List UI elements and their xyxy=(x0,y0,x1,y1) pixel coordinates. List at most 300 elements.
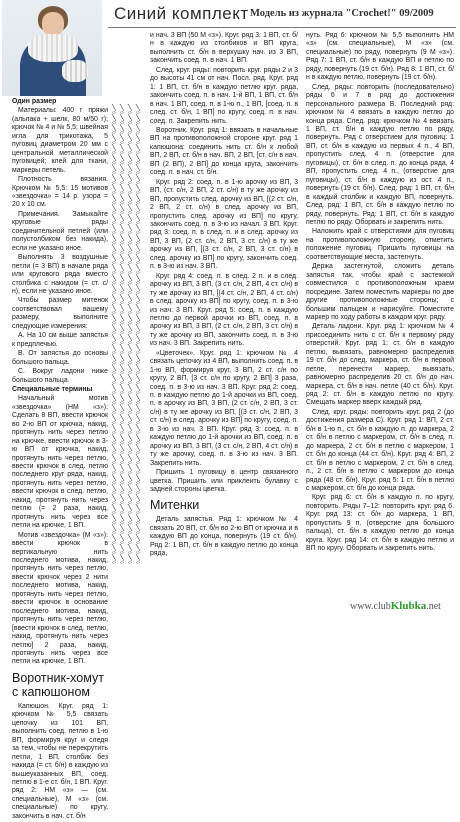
chart-chain xyxy=(136,272,139,274)
chart-stitch xyxy=(128,284,132,291)
chart-chain xyxy=(136,212,139,214)
chart-chain xyxy=(136,392,139,394)
chart-chain xyxy=(136,362,139,364)
chart-chain xyxy=(128,192,131,194)
chart-stitch xyxy=(112,214,116,221)
col3-para-6: След. круг. ряды: повторить круг. ряд 2 (до достижения размера С). Круг. ряд 1: ВП, 2 ст. б/н в 1-ю п., ст. б/н в каждую п. до маркера, 2 ст. б/н в петлю с маркером, ст. б/н в след. п. до маркера, 2 ст. б/н в петлю с маркером, 1 ст. б/н до конца (44 ст. б/н). Круг. ряд 4: ВП, 2 ст. б/н в петлю с маркером, 2 ст. б/н в след. п., 2 ст. б/н в петлю с маркером до конца ряда (48 ст. б/н). Круг. ряд 5: 1 ст. б/н в петлю с маркером, ст. б/н до конца ряда. xyxy=(306,408,454,493)
chart-chain xyxy=(128,452,131,454)
chart-stitch xyxy=(120,114,124,121)
chart-chain xyxy=(136,312,139,314)
chart-stitch xyxy=(136,224,140,231)
chart-stitch xyxy=(136,384,140,391)
chart-chain xyxy=(136,182,139,184)
chart-stitch xyxy=(136,294,140,301)
chart-stitch xyxy=(128,184,132,191)
chart-stitch xyxy=(120,534,124,541)
chart-stitch xyxy=(120,314,124,321)
chart-stitch xyxy=(128,544,132,551)
chart-chain xyxy=(136,342,139,344)
chart-chain xyxy=(128,402,131,404)
chart-chain xyxy=(136,472,139,474)
chart-stitch xyxy=(120,524,124,531)
chart-stitch xyxy=(136,364,140,371)
chart-chain xyxy=(112,452,115,454)
chart-chain xyxy=(112,132,115,134)
chart-stitch xyxy=(136,114,140,121)
chart-stitch xyxy=(128,234,132,241)
chart-stitch xyxy=(120,414,124,421)
chart-stitch xyxy=(136,344,140,351)
chart-stitch xyxy=(120,224,124,231)
chart-stitch xyxy=(136,254,140,261)
chart-chain xyxy=(120,252,123,254)
chart-stitch xyxy=(112,394,116,401)
chart-chain xyxy=(128,522,131,524)
chart-chain xyxy=(120,502,123,504)
chart-chain xyxy=(120,562,123,564)
chart-stitch xyxy=(128,454,132,461)
chart-chain xyxy=(136,452,139,454)
chart-chain xyxy=(120,322,123,324)
chart-stitch xyxy=(112,554,116,561)
chart-stitch xyxy=(128,114,132,121)
chart-stitch xyxy=(112,284,116,291)
chart-chain xyxy=(120,172,123,174)
chart-stitch xyxy=(128,404,132,411)
chart-stitch xyxy=(120,454,124,461)
chart-chain xyxy=(128,212,131,214)
chart-stitch xyxy=(120,364,124,371)
chart-chain xyxy=(136,412,139,414)
chart-stitch xyxy=(112,254,116,261)
chart-stitch xyxy=(120,204,124,211)
chart-chain xyxy=(128,552,131,554)
chart-stitch xyxy=(128,524,132,531)
chart-stitch xyxy=(112,434,116,441)
chart-stitch xyxy=(128,474,132,481)
col3-para-4: Держа застегнутой, сложить деталь запястья так, чтобы край с застежкой совместился с противоположным краем посредине. Затем поместить маркеры по две другие противоположные стороны; с большим пальцем и нарисуйте. Поместите маркер по ходу работы в каждом круг. ряду. xyxy=(306,263,454,321)
col2-para-2: След. круг. ряды: повторить круг. ряды 2 и 3 до высоты 41 см от нач. Посл. ряд. Круг. ряд 1: 1 ВП, ст. б/н в каждую петлю круг. ряда, закончить соед. п. в нач. 1-й ВП, 1 ВП, ст. б/н в нач. 1 ВП, соед. п. в 1-ю п., 1 ВП, [соед. п. в след. ст. б/н, 1 ВП] по кругу, соед. п. в нач. соед. п. Закрепить нить. xyxy=(150,66,298,125)
column-1 xyxy=(12,98,108,822)
chart-stitch xyxy=(136,434,140,441)
chart-stitch xyxy=(136,554,140,561)
chart-stitch xyxy=(112,524,116,531)
chart-stitch xyxy=(136,504,140,511)
chart-stitch xyxy=(112,174,116,181)
chart-chain xyxy=(136,402,139,404)
chart-stitch xyxy=(112,404,116,411)
chart-chain xyxy=(120,392,123,394)
chart-chain xyxy=(120,312,123,314)
chart-chain xyxy=(136,502,139,504)
chart-chain xyxy=(136,372,139,374)
magazine-source: Модель из журнала "Crochet!" 09/2009 xyxy=(250,8,434,19)
chart-stitch xyxy=(112,384,116,391)
chart-chain xyxy=(112,142,115,144)
chart-stitch xyxy=(120,274,124,281)
chart-stitch xyxy=(120,164,124,171)
chart-stitch xyxy=(136,464,140,471)
chart-stitch xyxy=(128,364,132,371)
chart-stitch xyxy=(120,514,124,521)
chart-chain xyxy=(120,302,123,304)
chart-chain xyxy=(120,222,123,224)
chart-chain xyxy=(128,232,131,234)
chart-stitch xyxy=(128,344,132,351)
chart-chain xyxy=(128,132,131,134)
chart-chain xyxy=(112,492,115,494)
column-3 xyxy=(306,32,454,555)
column-2 xyxy=(150,32,298,560)
chart-chain xyxy=(120,552,123,554)
chart-stitch xyxy=(128,334,132,341)
chart-chain xyxy=(112,182,115,184)
col2-para-3: Воротник. Круг. ряд 1: ввязать в начальные ВП на противоположной стороне круг. ряд 1 капюшона: соединить нить ст. б/н к любой ВП, 2 ВП, ст. б/н в нач. ВП, 2 ВП, [ст. с/н в нач. ВП (2 ВП), 2 ВП] до конца круга, закончить соед. п. в нач. ст. б/н. xyxy=(150,126,298,177)
chart-chain xyxy=(112,272,115,274)
chart-chain xyxy=(128,282,131,284)
stitch-diagram xyxy=(108,100,144,570)
chart-chain xyxy=(128,252,131,254)
col3-para-5: Деталь ладони. Круг. ряд 1: крючком № 4 присоединить нить с ст. б/н к первому ряду отверстий. Круг. ряд 1: ст. б/н в каждую петлю, вывязать, равномерно распределив 19 ст. б/н до след. маркера, ст. б/н в первой петле, перенести маркер, вывязать, равномерно распределив 20 ст. б/н до нач. маркера, ст. б/н в нач. петле (40 ст. б/н). Круг. ряд 2: ст. б/н в каждую петлю по кругу. Смещать маркер вверх каждый ряд. xyxy=(306,323,454,407)
chart-stitch xyxy=(112,364,116,371)
chart-chain xyxy=(128,362,131,364)
size-line: Один размер xyxy=(12,98,57,105)
chart-chain xyxy=(136,222,139,224)
chart-chain xyxy=(128,422,131,424)
chart-chain xyxy=(120,212,123,214)
site-watermark xyxy=(350,600,456,620)
chart-stitch xyxy=(112,244,116,251)
chart-stitch xyxy=(112,134,116,141)
chart-chain xyxy=(120,232,123,234)
chart-stitch xyxy=(136,104,140,111)
chart-stitch xyxy=(112,104,116,111)
col3-para-7: Круг. ряд 6: ст. б/н в каждую п. по кругу, повторить. Ряды 7–12: повторить круг. ряд 6. Круг. ряд 13: ст. б/н до маркера, 1 ВП, пропустить 9 п. (отверстие для большого пальца), ст. б/н в каждую петлю до конца круга. Круг. ряд 14: ст. б/н в каждую петлю и ВП по кругу. Оборвать и закрепить нить. xyxy=(306,494,454,553)
chart-stitch xyxy=(112,424,116,431)
chart-chain xyxy=(128,222,131,224)
chart-chain xyxy=(136,192,139,194)
chart-chain xyxy=(112,462,115,464)
chart-stitch xyxy=(120,194,124,201)
chart-chain xyxy=(128,152,131,154)
chart-chain xyxy=(128,502,131,504)
chart-chain xyxy=(112,472,115,474)
chart-chain xyxy=(112,392,115,394)
col2-para-5: Круг. ряд 4: соед. п. в след. 2 п. и в след. арочку из ВП, 3 ВП, (3 ст. с/н, 2 ВП, 4 ст. с/н) в ту же арочку из ВП, [(4 ст. с/н, 2 ВП, 4 ст. с/н) в след. арочку из ВП] по кругу, соед. п. в 3-ю из нач. 3 ВП. Круг. ряд 5: соед. п. в каждую петлю до первой арочки из ВП, соед. п. в арочку из ВП, 3 ВП, (2 ст. с/н, 2 ВП, 3 ст. с/н) в ту же арочку из ВП, закончить соед. п. в 3-ю из нач. 3 ВП. Закрепить нить. xyxy=(150,272,298,348)
measure-b: В. От запястья до основы большого пальца. xyxy=(12,350,108,366)
chart-stitch xyxy=(120,134,124,141)
chart-chain xyxy=(120,192,123,194)
page-title: Синий комплект xyxy=(114,4,249,23)
chart-chain xyxy=(128,532,131,534)
chart-chain xyxy=(128,512,131,514)
chart-chain xyxy=(120,122,123,124)
chart-chain xyxy=(128,482,131,484)
chart-chain xyxy=(112,362,115,364)
chart-chain xyxy=(120,402,123,404)
star-start-term: Начальный мотив «звездочка» (НМ «з»): Сделать 8 ВП, ввести крючок во 2-ю ВП от крючка, накид, протянуть нить через петлю на крючке, ввести крючок в 3-ю ВП от крючка, накид, протянуть нить через петлю, ввести крючок в след. петлю последнего круг ряда, накид, протянуть нить через петлю, ввести крючок в след. петлю, накид, протянуть нить через петлю (= 2 раза, накид, протянуть нить через все петли на крючке, 1 ВП. xyxy=(12,395,108,530)
chart-chain xyxy=(128,392,131,394)
chart-stitch xyxy=(112,124,116,131)
chart-stitch xyxy=(128,504,132,511)
chart-stitch xyxy=(136,144,140,151)
chart-chain xyxy=(136,162,139,164)
section-mittens-heading: Митенки xyxy=(150,498,200,513)
chart-stitch xyxy=(128,424,132,431)
chart-chain xyxy=(120,332,123,334)
chart-stitch xyxy=(120,374,124,381)
chart-chain xyxy=(136,292,139,294)
chart-stitch xyxy=(128,434,132,441)
chart-chain xyxy=(128,442,131,444)
chart-chain xyxy=(128,302,131,304)
chart-chain xyxy=(136,252,139,254)
chart-stitch xyxy=(112,454,116,461)
chart-stitch xyxy=(120,294,124,301)
col3-para-1: нуть. Ряд 6: крючком № 5,5 выполнить НМ «з» (см. специальные), М «з» (см. специальные) по ряду, повернуть (9 М «з»). Ряд 7: 1 ВП, ст. б/н в каждую ВП и петлю по ряду, повернуть (19 ст. б/н). Ряд 8: 1 ВП, ст. б/н в каждую петлю, повернуть (19 ст. б/н). xyxy=(306,32,454,82)
chart-stitch xyxy=(136,324,140,331)
chart-stitch xyxy=(128,554,132,561)
section-cowl-heading: Воротник-хомут с капюшоном xyxy=(12,670,104,699)
chart-chain xyxy=(136,282,139,284)
chart-chain xyxy=(136,122,139,124)
chart-stitch xyxy=(112,224,116,231)
chart-chain xyxy=(128,472,131,474)
chart-stitch xyxy=(112,164,116,171)
chart-chain xyxy=(112,302,115,304)
chart-stitch xyxy=(120,474,124,481)
chart-chain xyxy=(120,442,123,444)
chart-stitch xyxy=(136,244,140,251)
chart-stitch xyxy=(112,354,116,361)
chart-stitch xyxy=(128,274,132,281)
chart-chain xyxy=(112,262,115,264)
chart-chain xyxy=(112,402,115,404)
col3-para-3: Наложить край с отверстиями для пуговиц на противоположную сторону, отметить положение пуговиц. Пришить пуговицы на соответствующие места, застегнуть. xyxy=(306,228,454,261)
chart-chain xyxy=(120,362,123,364)
chart-chain xyxy=(136,202,139,204)
chart-chain xyxy=(112,252,115,254)
chart-chain xyxy=(128,202,131,204)
chart-stitch xyxy=(112,194,116,201)
chart-stitch xyxy=(128,254,132,261)
chart-chain xyxy=(128,492,131,494)
chart-chain xyxy=(112,212,115,214)
chart-stitch xyxy=(120,334,124,341)
chart-chain xyxy=(136,352,139,354)
chart-chain xyxy=(136,482,139,484)
chart-chain xyxy=(112,352,115,354)
chart-stitch xyxy=(112,334,116,341)
chart-chain xyxy=(136,382,139,384)
chart-chain xyxy=(128,242,131,244)
star-motif-term: Мотив «звездочка» (М «з»): ввести крючок в вертикальную нить последнего мотива, накид, протянуть нить через петлю, ввести крючок через 2 нити последнего мотива, накид, протянуть нить через петлю, ввести крючок в основание последнего мотива, накид, протянуть нить через петлю, [ввести крючок в след. петлю, накид, протянуть нить через петлю] 2 раза, накид, протянуть нить через все петли на крючке, 1 ВП. xyxy=(12,531,108,666)
chart-chain xyxy=(112,372,115,374)
chart-stitch xyxy=(120,504,124,511)
chart-stitch xyxy=(136,194,140,201)
chart-stitch xyxy=(136,154,140,161)
chart-stitch xyxy=(128,464,132,471)
chart-chain xyxy=(136,522,139,524)
chart-stitch xyxy=(112,494,116,501)
chart-stitch xyxy=(128,324,132,331)
chart-stitch xyxy=(128,394,132,401)
chart-chain xyxy=(120,202,123,204)
chart-stitch xyxy=(112,314,116,321)
chart-chain xyxy=(120,132,123,134)
hood-instructions: Капюшон. Круг. ряд 1: крючком № 5,5 связать цепочку из 101 ВП, выполнить соед. петлю в 1-ю ВП, формируя круг и следя за тем, чтобы не перекрутить петли, 1 ВП, столбик без накида (= ст. б/н) в каждую из вышеуказанных ВП, соед. петлю в 1-е ст. б/н, 1 ВП. Круг. ряд 2: НМ «з» — (см. специальные), М «з» (см. специальные) по кругу, закончить в нач. ст. б/н xyxy=(12,702,108,820)
measure-c: С. Вокруг ладони ниже большого пальца. xyxy=(12,368,108,384)
chart-chain xyxy=(136,152,139,154)
chart-stitch xyxy=(136,394,140,401)
chart-stitch xyxy=(136,334,140,341)
chart-stitch xyxy=(128,304,132,311)
photo-face xyxy=(42,12,64,36)
chart-chain xyxy=(136,302,139,304)
chart-chain xyxy=(112,512,115,514)
watermark-suffix: .net xyxy=(426,601,441,612)
chart-chain xyxy=(112,222,115,224)
chart-stitch xyxy=(120,554,124,561)
notes-2: Выполнять 3 воздушные петли (= 3 ВП) в начале ряда или кругового ряда вместо столбика с накидом (= ст. с/н), если не указано иное. xyxy=(12,254,108,295)
chart-stitch xyxy=(136,514,140,521)
chart-chain xyxy=(112,112,115,114)
chart-chain xyxy=(120,482,123,484)
chart-chain xyxy=(128,432,131,434)
chart-stitch xyxy=(136,164,140,171)
chart-chain xyxy=(120,492,123,494)
chart-stitch xyxy=(112,264,116,271)
chart-stitch xyxy=(120,284,124,291)
chart-stitch xyxy=(136,474,140,481)
chart-stitch xyxy=(128,534,132,541)
chart-stitch xyxy=(128,214,132,221)
chart-chain xyxy=(112,412,115,414)
chart-chain xyxy=(120,242,123,244)
chart-chain xyxy=(128,342,131,344)
chart-stitch xyxy=(112,144,116,151)
chart-chain xyxy=(112,552,115,554)
chart-stitch xyxy=(136,204,140,211)
chart-stitch xyxy=(128,174,132,181)
chart-stitch xyxy=(112,414,116,421)
chart-stitch xyxy=(112,204,116,211)
chart-stitch xyxy=(128,134,132,141)
chart-stitch xyxy=(120,124,124,131)
chart-stitch xyxy=(120,424,124,431)
chart-stitch xyxy=(136,124,140,131)
chart-stitch xyxy=(136,544,140,551)
chart-stitch xyxy=(128,444,132,451)
chart-stitch xyxy=(128,354,132,361)
chart-stitch xyxy=(128,154,132,161)
chart-stitch xyxy=(136,374,140,381)
chart-stitch xyxy=(136,184,140,191)
chart-chain xyxy=(120,372,123,374)
chart-chain xyxy=(112,232,115,234)
chart-chain xyxy=(128,272,131,274)
chart-chain xyxy=(112,532,115,534)
chart-chain xyxy=(112,322,115,324)
chart-stitch xyxy=(128,124,132,131)
chart-chain xyxy=(128,182,131,184)
col3-para-2: След. ряды: повторить (последовательно) ряды 6 и 7 в ряд до достижения персонального размера В. Последний ряд: крючком № 4 ввязать в каждую петлю до конца ряда. След. ряд: крючком № 4 ввязать 1 ВП, ст. б/н в каждую петлю по ряду, повернуть. Ряд с отверстием для пуговиц: 1 ВП, ст. б/н в каждую из первых 4 п., 4 ВП, пропустить след. 4 п. (отверстие для пуговицы), ст. б/н в след. п. до конца ряда, 4 ВП, пропустить след. 4 п., (отверстие для пуговицы), ст. б/н в каждую из ост. 4 п., повернуть (19 ст. б/н). След. ряд: 1 ВП, ст. б/н в каждый столбик и каждую ВП, повернуть. След. ряд: 1 ВП, ст. б/н в каждую петлю по ряду, повернуть. Ряд: 1 ВП, ст. б/н в каждую петлю по ряду. Оборвать и закрепить нить. xyxy=(306,83,454,226)
chart-chain xyxy=(128,562,131,564)
chart-stitch xyxy=(112,444,116,451)
chart-stitch xyxy=(120,344,124,351)
chart-stitch xyxy=(112,534,116,541)
chart-stitch xyxy=(136,524,140,531)
chart-chain xyxy=(120,342,123,344)
chart-chain xyxy=(112,152,115,154)
chart-chain xyxy=(112,332,115,334)
col2-para-6: «Цветочек». Круг. ряд 1: крючком № 4 связать цепочку из 4 ВП, выполнить соед. п. в 1-ю ВП, формируя круг, 3 ВП, 2 ст. с/н по кругу, 2 ВП, [3 ст. с/н по кругу, 2 ВП] 3 раза, соед. п. в 3-ю из нач. 3 ВП. Круг. ряд 2: соед. п. в каждую петлю до 1-й арочки из ВП, соед. п. в арочку из ВП, 3 ВП, (2 ст. с/н, 2 ВП, 3 ст. с/н) в ту же арочку из ВП, [(3 ст. с/н, 2 ВП, 3 ст. с/н) в след. арочку из ВП] по кругу, соед. п. в 3-ю из нач. 3 ВП. Круг. ряд 3: соед. п. в каждую петлю до 1-й арочки из ВП, соед. п. в арочку из ВП, 3 ВП, (3 ст. с/н, 2 ВП, 4 ст. с/н) в ту же арочку, соед. п. в 3-ю из нач. 3 ВП. Закрепить нить. xyxy=(150,349,298,467)
chart-stitch xyxy=(136,414,140,421)
chart-stitch xyxy=(128,314,132,321)
chart-stitch xyxy=(112,514,116,521)
chart-chain xyxy=(112,482,115,484)
density: Плотность вязания. Крючком № 5,5: 15 мотивов «звездочка» = 14 р. узора = 20 х 10 см. xyxy=(12,176,108,209)
chart-stitch xyxy=(120,394,124,401)
chart-chain xyxy=(120,292,123,294)
chart-stitch xyxy=(128,244,132,251)
chart-stitch xyxy=(120,214,124,221)
chart-chain xyxy=(136,322,139,324)
chart-stitch xyxy=(128,144,132,151)
chart-chain xyxy=(112,522,115,524)
chart-chain xyxy=(120,422,123,424)
chart-chain xyxy=(112,292,115,294)
chart-stitch xyxy=(128,374,132,381)
chart-chain xyxy=(136,422,139,424)
chart-chain xyxy=(128,352,131,354)
chart-chain xyxy=(112,502,115,504)
chart-stitch xyxy=(112,324,116,331)
col2-para-4: Круг. ряд 2: соед. п. в 1-ю арочку из ВП, 3 ВП, (ст. с/н, 2 ВП, 2 ст. с/н) в ту же арочку из ВП, пропустить след. арочку из ВП, [(2 ст. с/н, 2 ВП, 2 ст. с/н) в след. арочку из ВП, пропустить след. арочку из ВП] по кругу, закончить соед. п. в 3-ю из начал. 3 ВП. Круг. ряд 3: соед. п. в след. п. и в след. арочку из ВП, 3 ВП, (2 ст. с/н, 2 ВП, 3 ст. с/н) в ту же арочку из ВП, [(3 ст. с/н, 2 ВП, 3 ст. с/н) в след. арочку из ВП] по кругу, закончить соед. п. в 3-ю из нач. 3 ВП. xyxy=(150,178,298,271)
chart-stitch xyxy=(120,354,124,361)
chart-stitch xyxy=(112,234,116,241)
chart-chain xyxy=(120,352,123,354)
chart-chain xyxy=(112,432,115,434)
chart-stitch xyxy=(112,274,116,281)
chart-chain xyxy=(120,532,123,534)
chart-stitch xyxy=(120,484,124,491)
chart-stitch xyxy=(128,384,132,391)
chart-stitch xyxy=(120,234,124,241)
chart-chain xyxy=(136,462,139,464)
col2-para-1: и нач. 3 ВП (50 М «з»). Круг. ряд 3: 1 ВП, ст. б/н в каждую из столбиков и ВП круга, выполнить ст. б/н в верхушку нач. из 3 ВП, закончить соед. п. в нач. 1 ВП. xyxy=(150,32,298,65)
chart-chain xyxy=(112,422,115,424)
chart-stitch xyxy=(136,274,140,281)
chart-stitch xyxy=(120,254,124,261)
chart-chain xyxy=(128,462,131,464)
chart-chain xyxy=(120,522,123,524)
watermark-prefix: www.club xyxy=(350,601,391,612)
chart-chain xyxy=(120,542,123,544)
chart-stitch xyxy=(112,544,116,551)
chart-stitch xyxy=(128,294,132,301)
chart-chain xyxy=(128,292,131,294)
chart-stitch xyxy=(136,304,140,311)
special-terms-heading: Специальные термины xyxy=(12,385,93,393)
chart-stitch xyxy=(120,544,124,551)
chart-chain xyxy=(112,382,115,384)
chart-chain xyxy=(120,282,123,284)
chart-chain xyxy=(136,132,139,134)
notes: Примечания. Замыкайте круговые ряды соединительной петлей (или полустолбиком без накида), если не указано иное. xyxy=(12,210,108,252)
chart-stitch xyxy=(120,404,124,411)
chart-stitch xyxy=(120,384,124,391)
